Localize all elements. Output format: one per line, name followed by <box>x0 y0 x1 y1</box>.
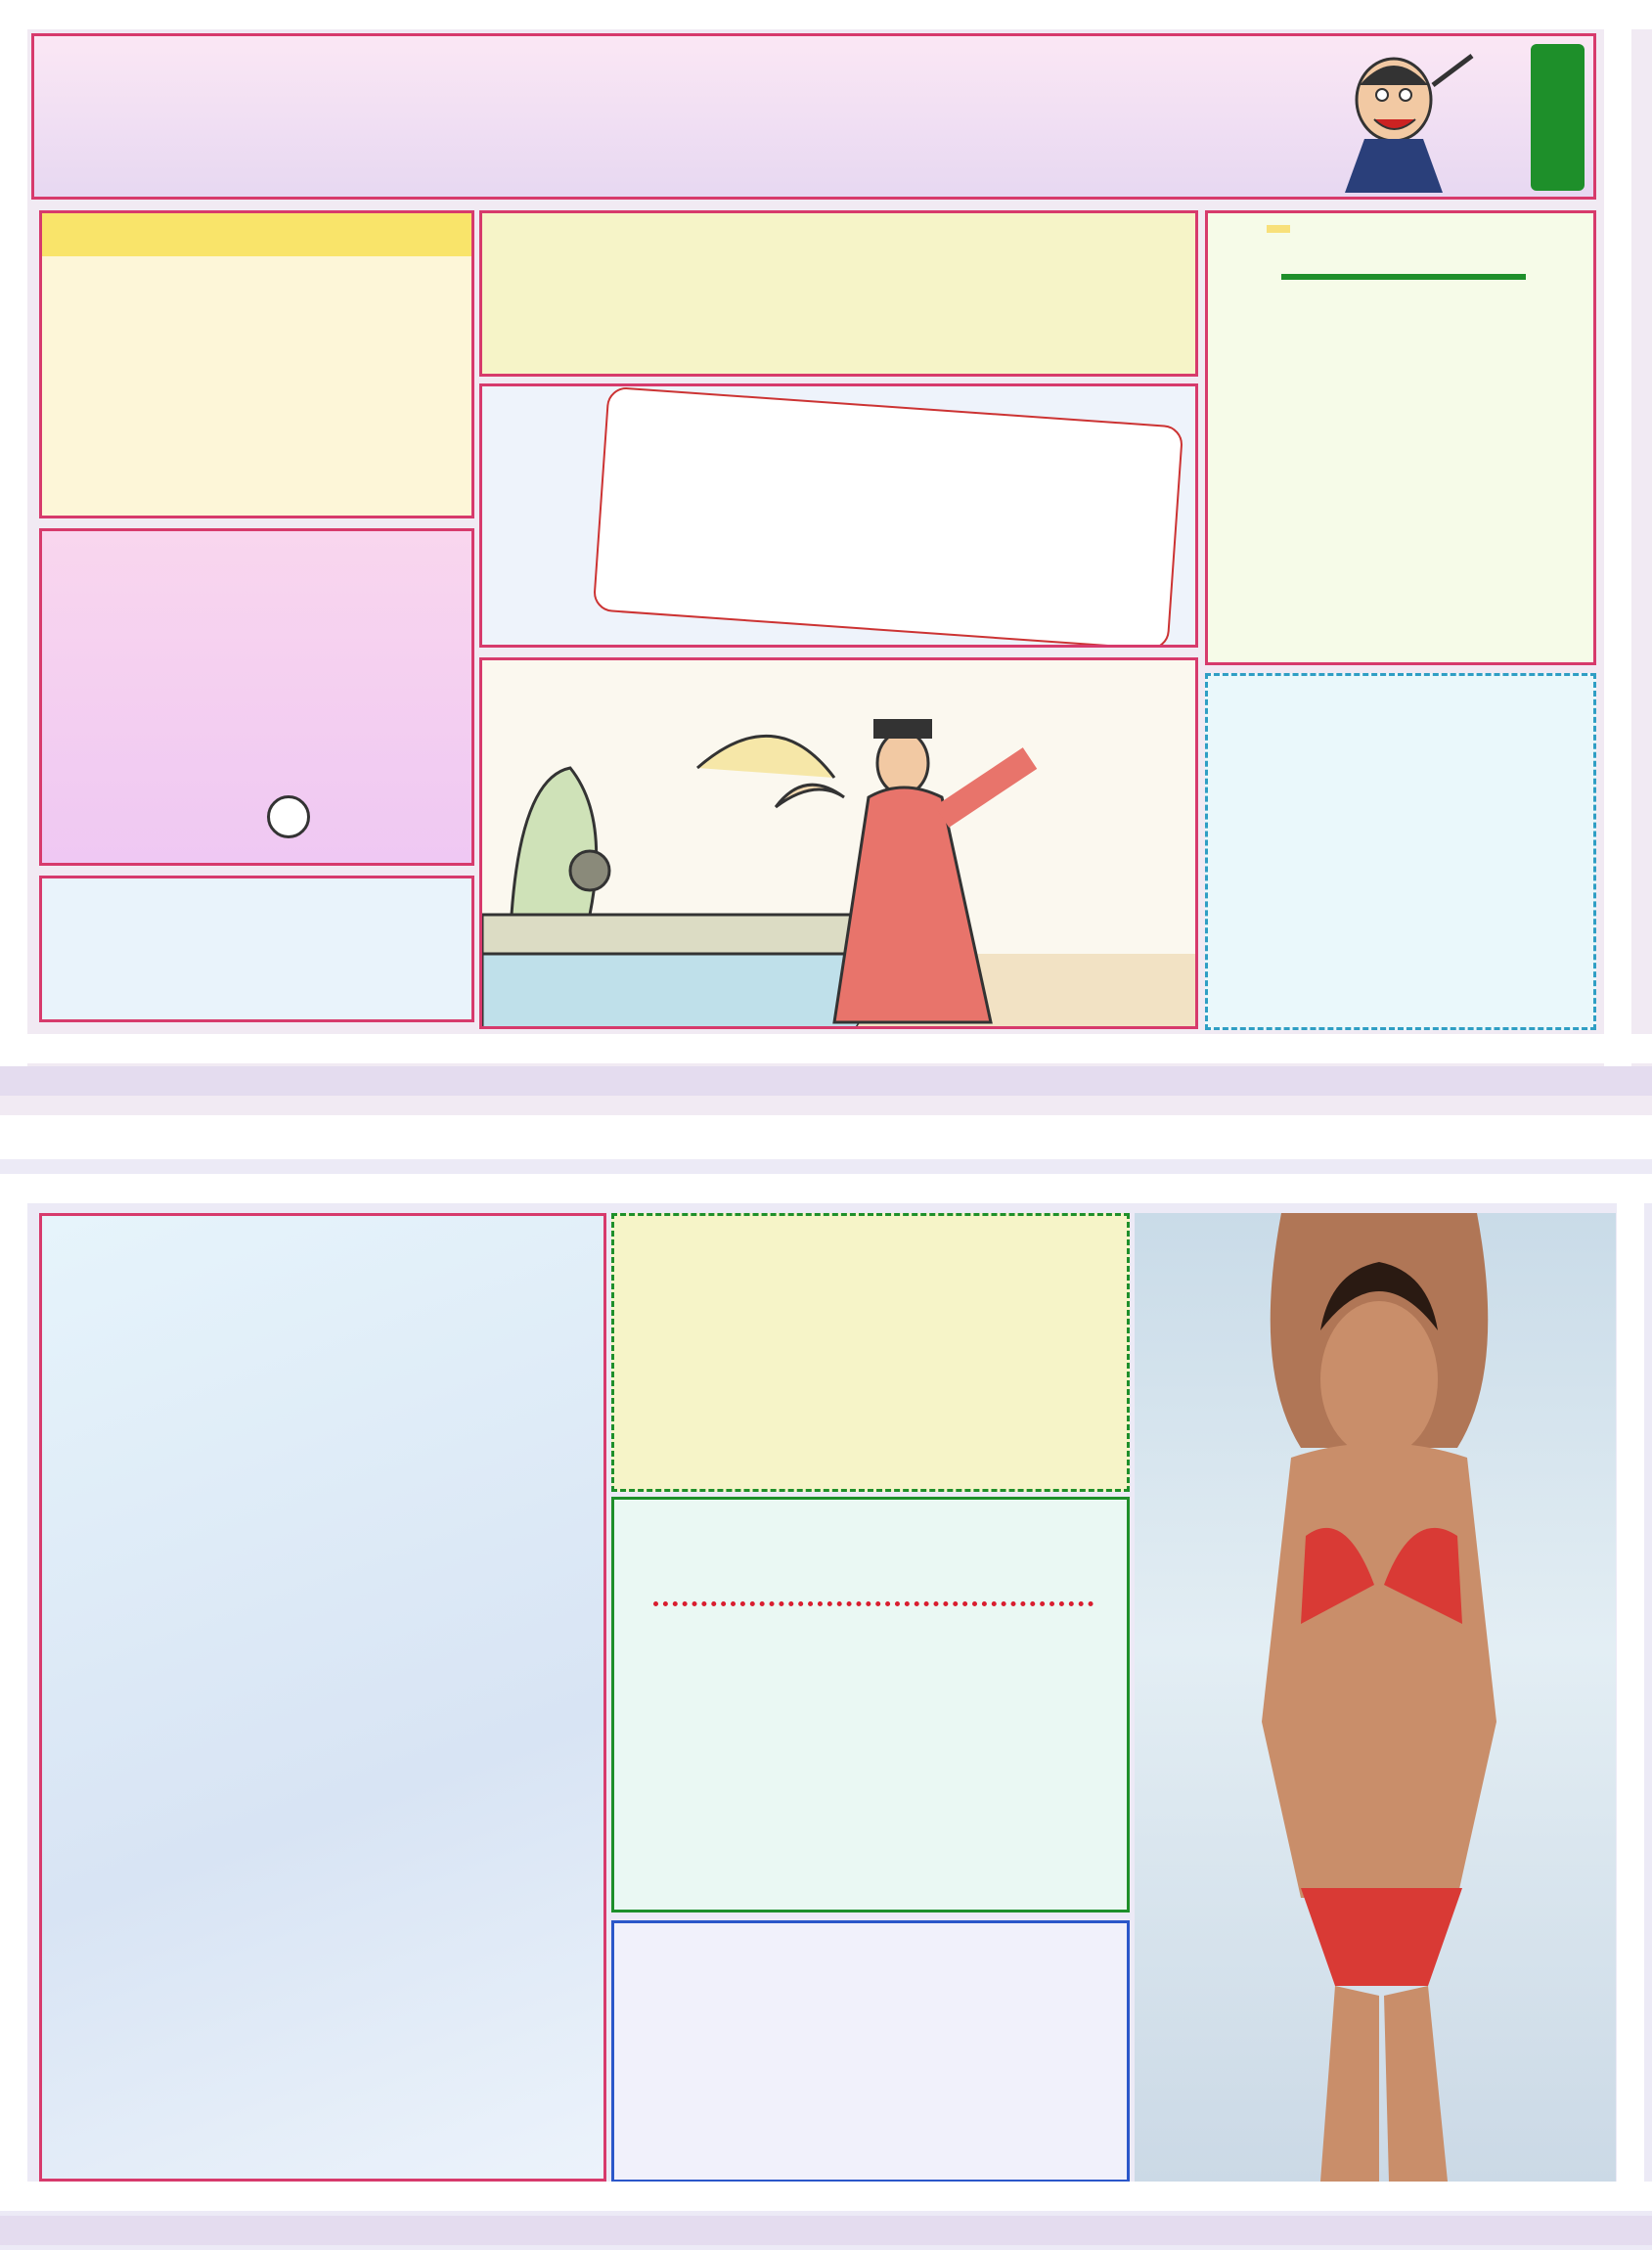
wave-panel <box>611 1920 1130 2182</box>
top-sheet <box>0 0 1652 1115</box>
marksix-strip-top <box>0 0 1652 29</box>
verse-scroll <box>593 386 1184 648</box>
mascot-figure <box>1335 46 1482 193</box>
arrows-panel <box>611 1497 1130 1912</box>
kill15-panel <box>479 210 1198 377</box>
header-banner <box>31 33 1596 200</box>
bottom-sheet <box>0 1159 1652 2250</box>
ox-badge <box>267 795 310 838</box>
model-photo <box>1135 1213 1616 2182</box>
story-title <box>1267 225 1290 233</box>
trend-title <box>42 213 471 256</box>
trend-panel <box>39 210 474 518</box>
zodiac-tip-panel <box>39 528 474 866</box>
picks-panel <box>39 876 474 1022</box>
one-char-panel <box>479 383 1198 648</box>
marksix-strip-right <box>1604 29 1631 1066</box>
notice-bar-top <box>0 1066 1652 1096</box>
issue-label <box>1531 44 1585 191</box>
scholar-icon <box>482 660 1198 1029</box>
marksix-strip-bottom-lower <box>0 2182 1652 2211</box>
arrows-divider <box>653 1593 1094 1606</box>
scholar-illustration <box>479 657 1198 1029</box>
notice-bar-bottom <box>0 2216 1652 2245</box>
page-gap <box>0 1115 1652 1159</box>
marksix-strip-bottom-top <box>0 1174 1652 1203</box>
model-figure-icon <box>1135 1213 1616 2182</box>
marksix-strip-bottom-left <box>0 1203 27 2182</box>
poem-panel <box>611 1213 1130 1492</box>
story-subtitle <box>1281 274 1526 280</box>
marksix-strip-left <box>0 29 27 1066</box>
story-panel <box>1205 210 1596 665</box>
marksix-strip-top-lower <box>0 1034 1652 1063</box>
history-panel <box>1205 673 1596 1030</box>
marksix-strip-bottom-right <box>1617 1203 1644 2182</box>
mascot-icon <box>1335 46 1482 193</box>
left-column <box>39 1213 606 2182</box>
